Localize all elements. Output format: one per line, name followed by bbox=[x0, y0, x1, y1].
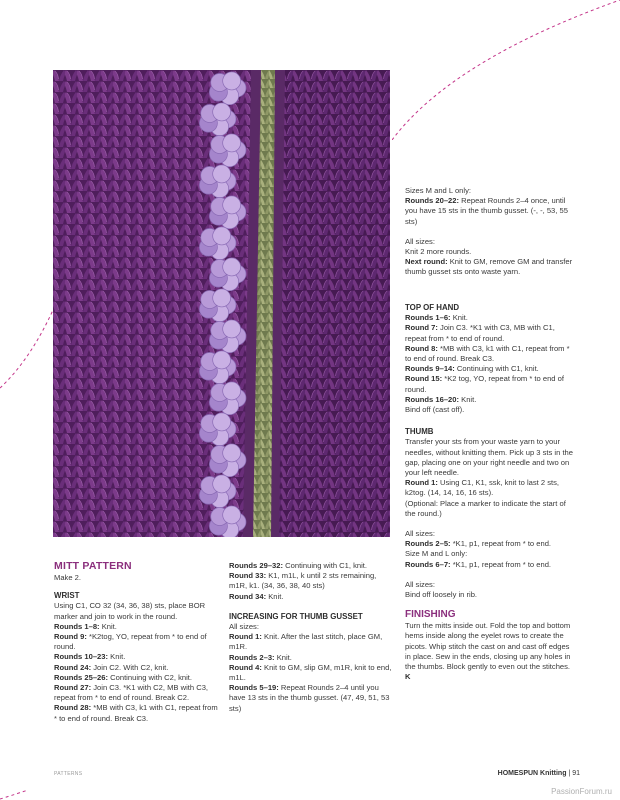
round-label: Rounds 16–20: bbox=[405, 394, 460, 404]
instruction-line bbox=[405, 478, 577, 498]
spacer bbox=[405, 227, 577, 237]
round-text: Knit. bbox=[450, 313, 468, 323]
instruction-line bbox=[54, 632, 219, 652]
wrist-instructions bbox=[54, 601, 219, 723]
round-label: Round 28: bbox=[54, 703, 92, 713]
round-label: Rounds 29–32: bbox=[229, 561, 284, 570]
knitting-swatch-image bbox=[53, 70, 390, 537]
left-column bbox=[54, 560, 219, 724]
thumb-heading: THUMB bbox=[405, 427, 434, 437]
mitt-pattern-heading: MITT PATTERN bbox=[54, 560, 132, 572]
footer-page-info bbox=[498, 770, 580, 777]
bobble-stitch bbox=[223, 196, 241, 214]
make-count: Make 2. bbox=[54, 573, 82, 582]
instruction-line bbox=[405, 323, 577, 343]
footer-separator: | bbox=[568, 770, 573, 777]
right-column-top bbox=[405, 186, 577, 278]
top-of-hand-instructions bbox=[405, 313, 577, 415]
rounds-29-34-instructions bbox=[229, 561, 395, 602]
decorative-dashed-curve-top bbox=[392, 0, 620, 140]
round-text: All sizes: bbox=[405, 236, 435, 246]
magazine-brand: HOMESPUN Knitting bbox=[497, 770, 567, 777]
round-text: Knit. bbox=[99, 621, 117, 631]
instruction-line bbox=[54, 683, 219, 703]
instruction-line bbox=[54, 673, 219, 683]
round-text: Continuing with C1, knit. bbox=[283, 561, 368, 570]
finishing-text: Turn the mitts inside out. Fold the top and bottom hems inside along the eyelet rows to create the picots. Whip stitch the cast on and cast off edges in place. Sew in the ends, closing up any holes in the thumbs. Block gently to even out the stitches. K bbox=[405, 621, 571, 682]
instruction-line bbox=[229, 663, 395, 683]
round-label: Rounds 6–7: bbox=[405, 559, 451, 569]
instruction-line bbox=[54, 663, 219, 673]
round-text: Join C3. *K1 with C2, MB with C3, repeat from * to end of round. Break C2. bbox=[54, 683, 209, 703]
instruction-line bbox=[54, 703, 219, 723]
round-label: Rounds 2–3: bbox=[229, 652, 275, 662]
round-text: *K2 tog, YO, repeat from * to end of round. bbox=[405, 374, 564, 394]
instruction-line bbox=[405, 580, 577, 590]
end-mark: K bbox=[405, 672, 411, 682]
round-label: Round 1: bbox=[229, 632, 262, 642]
instruction-line bbox=[405, 196, 577, 227]
round-label: Round 15: bbox=[405, 374, 443, 384]
round-text: Size M and L only: bbox=[405, 549, 468, 559]
instruction-line bbox=[229, 632, 395, 652]
footer-section-label: PATTERNS bbox=[54, 771, 83, 777]
round-text: Using C1, K1, ssk, knit to last 2 sts, k2tog. (14, 14, 16, 16 sts). bbox=[405, 478, 560, 498]
bobble-stitch bbox=[223, 382, 241, 400]
watermark: PassionForum.ru bbox=[551, 787, 612, 796]
instruction-line bbox=[405, 395, 577, 405]
bobble-stitch bbox=[213, 289, 231, 307]
round-text: Continuing with C1, knit. bbox=[454, 364, 539, 374]
round-label: Rounds 25–26: bbox=[54, 672, 109, 682]
round-label: Rounds 2–5: bbox=[405, 539, 451, 549]
round-label: Next round: bbox=[405, 257, 448, 267]
round-text: Knit 2 more rounds. bbox=[405, 247, 472, 257]
bobble-stitch bbox=[223, 506, 241, 524]
bobble-stitch bbox=[223, 320, 241, 338]
round-text: Bind off loosely in rib. bbox=[405, 590, 478, 600]
instruction-line bbox=[405, 237, 577, 247]
round-text: Repeat Rounds 2–4 until you have 13 sts in the thumb gusset. (47, 49, 51, 53 sts) bbox=[229, 683, 390, 713]
thumb-gusset-instructions bbox=[229, 622, 395, 714]
instruction-line bbox=[54, 601, 219, 621]
round-label: Round 27: bbox=[54, 683, 92, 693]
instruction-line bbox=[405, 313, 577, 323]
decorative-dashed-curve-bottom bbox=[0, 790, 30, 800]
thumb-gusset-heading: INCREASING FOR THUMB GUSSET bbox=[229, 611, 363, 621]
thumb-instructions bbox=[405, 437, 577, 600]
instruction-line bbox=[229, 653, 395, 663]
round-label: Round 7: bbox=[405, 323, 438, 333]
instruction-line bbox=[405, 186, 577, 196]
instruction-line bbox=[405, 590, 577, 600]
round-text: *K2tog, YO, repeat from * to end of round. bbox=[54, 632, 207, 652]
top-of-hand-heading: TOP OF HAND bbox=[405, 303, 460, 312]
round-text: *K1, p1, repeat from * to end. bbox=[450, 539, 552, 549]
round-label: Round 8: bbox=[405, 343, 438, 353]
round-text: Sizes M and L only: bbox=[405, 186, 471, 195]
round-text: Knit. bbox=[459, 394, 477, 404]
round-text: Knit. After the last stitch, place GM, m1R. bbox=[229, 632, 383, 652]
bobble-stitch bbox=[223, 134, 241, 152]
round-text: (Optional: Place a marker to indicate the start of the round.) bbox=[405, 498, 566, 518]
instruction-line bbox=[54, 622, 219, 632]
round-label: Rounds 9–14: bbox=[405, 364, 455, 374]
instruction-line bbox=[229, 561, 395, 571]
round-label: Round 34: bbox=[229, 591, 267, 601]
spacer bbox=[405, 570, 577, 580]
decorative-dashed-curve-left bbox=[0, 300, 56, 390]
bobble-stitch bbox=[213, 351, 231, 369]
round-text: Knit. bbox=[274, 652, 292, 662]
bobble-stitch bbox=[213, 475, 231, 493]
round-text: All sizes: bbox=[229, 622, 259, 632]
round-text: *K1, p1, repeat from * to end. bbox=[450, 559, 552, 569]
right-column-main bbox=[405, 301, 577, 683]
round-label: Round 33: bbox=[229, 571, 267, 581]
instruction-line bbox=[405, 560, 577, 570]
bobble-stitch bbox=[223, 444, 241, 462]
round-text: Join C3. *K1 with C3, MB with C1, repeat from * to end of round. bbox=[405, 323, 555, 343]
bobble-stitch bbox=[213, 165, 231, 183]
round-label: Rounds 1–8: bbox=[54, 621, 100, 631]
round-text: Knit. bbox=[266, 591, 284, 601]
instruction-line bbox=[405, 549, 577, 559]
round-label: Round 9: bbox=[54, 632, 87, 642]
bobble-stitch bbox=[213, 227, 231, 245]
round-text: Using C1, CO 32 (34, 36, 38) sts, place BOR marker and join to work in the round. bbox=[54, 601, 206, 621]
instruction-line bbox=[405, 405, 577, 415]
instruction-line bbox=[405, 529, 577, 539]
instruction-line bbox=[405, 344, 577, 364]
round-text: Knit to GM, slip GM, m1R, knit to end, m1L. bbox=[229, 662, 392, 683]
round-label: Round 4: bbox=[229, 662, 262, 672]
round-text: Repeat Rounds 2–4 once, until you have 15 sts in the thumb gusset. (-, -, 53, 55 sts) bbox=[405, 196, 568, 226]
instruction-line bbox=[229, 571, 395, 591]
round-text: K1, m1L, k until 2 sts remaining, m1R, k1. (34, 36, 38, 40 sts) bbox=[229, 571, 377, 591]
round-text: All sizes: bbox=[405, 529, 435, 539]
instruction-line bbox=[405, 437, 577, 478]
round-text: Knit to GM, remove GM and transfer thumb gusset sts onto waste yarn. bbox=[405, 257, 573, 277]
instruction-line bbox=[229, 592, 395, 602]
page-number: 91 bbox=[572, 770, 580, 777]
instruction-line bbox=[405, 257, 577, 277]
bobble-stitch bbox=[213, 103, 231, 121]
instruction-line bbox=[405, 247, 577, 257]
wrist-heading: WRIST bbox=[54, 591, 80, 601]
finishing-heading: FINISHING bbox=[405, 609, 456, 621]
round-label: Rounds 1–6: bbox=[405, 313, 451, 323]
knitting-photo bbox=[53, 70, 390, 537]
round-text: *MB with C3, k1 with C1, repeat from * to end of round. Break C3. bbox=[54, 703, 218, 723]
round-text: Continuing with C2, knit. bbox=[108, 672, 193, 682]
round-text: Transfer your sts from your waste yarn to your needles, without knitting them. Pick up 3 sts in the gap, placing one on your right needle and two on your left needle. bbox=[405, 437, 573, 478]
spacer bbox=[405, 519, 577, 529]
round-text: Knit. bbox=[108, 652, 126, 662]
round-text: *MB with C3, k1 with C1, repeat from * to end of round. Break C3. bbox=[405, 343, 570, 364]
round-label: Round 24: bbox=[54, 662, 92, 672]
instruction-line bbox=[229, 622, 395, 632]
bobble-stitch bbox=[213, 413, 231, 431]
round-label: Rounds 10–23: bbox=[54, 652, 109, 662]
round-label: Rounds 5–19: bbox=[229, 683, 279, 693]
bobble-stitch bbox=[223, 72, 241, 90]
instruction-line bbox=[54, 652, 219, 662]
instruction-line bbox=[405, 539, 577, 549]
instruction-line bbox=[405, 499, 577, 519]
instruction-line bbox=[229, 683, 395, 714]
middle-column bbox=[229, 561, 395, 714]
instruction-line bbox=[405, 364, 577, 374]
round-label: Round 1: bbox=[405, 478, 438, 488]
instruction-line bbox=[405, 374, 577, 394]
round-text: All sizes: bbox=[405, 579, 435, 589]
round-text: Join C2. With C2, knit. bbox=[91, 662, 169, 672]
round-text: Bind off (cast off). bbox=[405, 405, 465, 415]
round-label: Rounds 20–22: bbox=[405, 196, 460, 206]
bobble-stitch bbox=[223, 258, 241, 276]
